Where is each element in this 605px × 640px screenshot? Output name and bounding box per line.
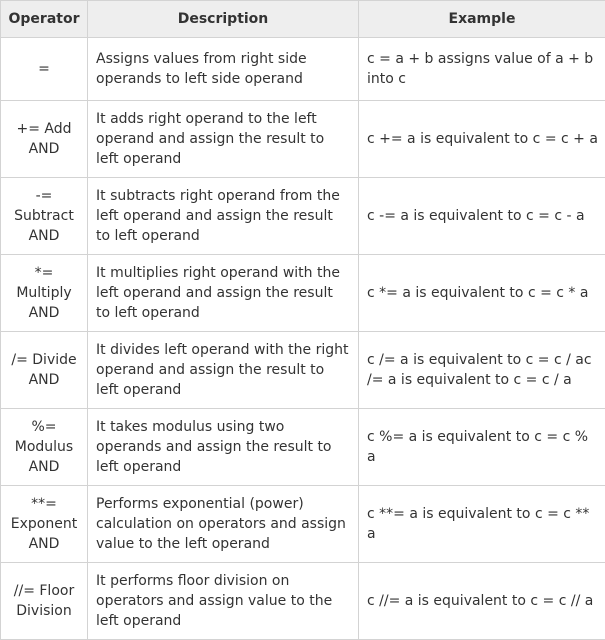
operator-cell: //= Floor Division [1,563,88,640]
table-row [1,101,605,178]
description-cell: It multiplies right operand with the left operand and assign the result to left operand [88,255,359,332]
table-row [1,255,605,332]
example-cell: c = a + b assigns value of a + b into c [359,38,605,101]
example-cell: c //= a is equivalent to c = c // a [359,563,605,640]
header-operator: Operator [1,1,88,38]
header-row [1,1,605,38]
description-cell: Assigns values from right side operands to left side operand [88,38,359,101]
operator-cell: *= Multiply AND [1,255,88,332]
table-row [1,409,605,486]
description-cell: Performs exponential (power) calculation on operators and assign value to the left operand [88,486,359,563]
example-cell: c **= a is equivalent to c = c ** a [359,486,605,563]
table-row [1,486,605,563]
description-cell: It adds right operand to the left operand and assign the result to left operand [88,101,359,178]
table-row [1,332,605,409]
description-cell: It takes modulus using two operands and assign the result to left operand [88,409,359,486]
example-cell: c += a is equivalent to c = c + a [359,101,605,178]
description-cell: It subtracts right operand from the left operand and assign the result to left operand [88,178,359,255]
operator-cell: -= Subtract AND [1,178,88,255]
operator-cell: /= Divide AND [1,332,88,409]
operator-cell: **= Exponent AND [1,486,88,563]
example-cell: c -= a is equivalent to c = c - a [359,178,605,255]
description-cell: It divides left operand with the right operand and assign the result to left operand [88,332,359,409]
example-cell: c /= a is equivalent to c = c / ac /= a is equivalent to c = c / a [359,332,605,409]
header-example: Example [359,1,605,38]
description-cell: It performs floor division on operators and assign value to the left operand [88,563,359,640]
example-cell: c %= a is equivalent to c = c % a [359,409,605,486]
operator-cell: %= Modulus AND [1,409,88,486]
operator-cell: += Add AND [1,101,88,178]
table-row [1,38,605,101]
operator-cell: = [1,38,88,101]
table-row [1,178,605,255]
example-cell: c *= a is equivalent to c = c * a [359,255,605,332]
header-description: Description [88,1,359,38]
table-row [1,563,605,640]
